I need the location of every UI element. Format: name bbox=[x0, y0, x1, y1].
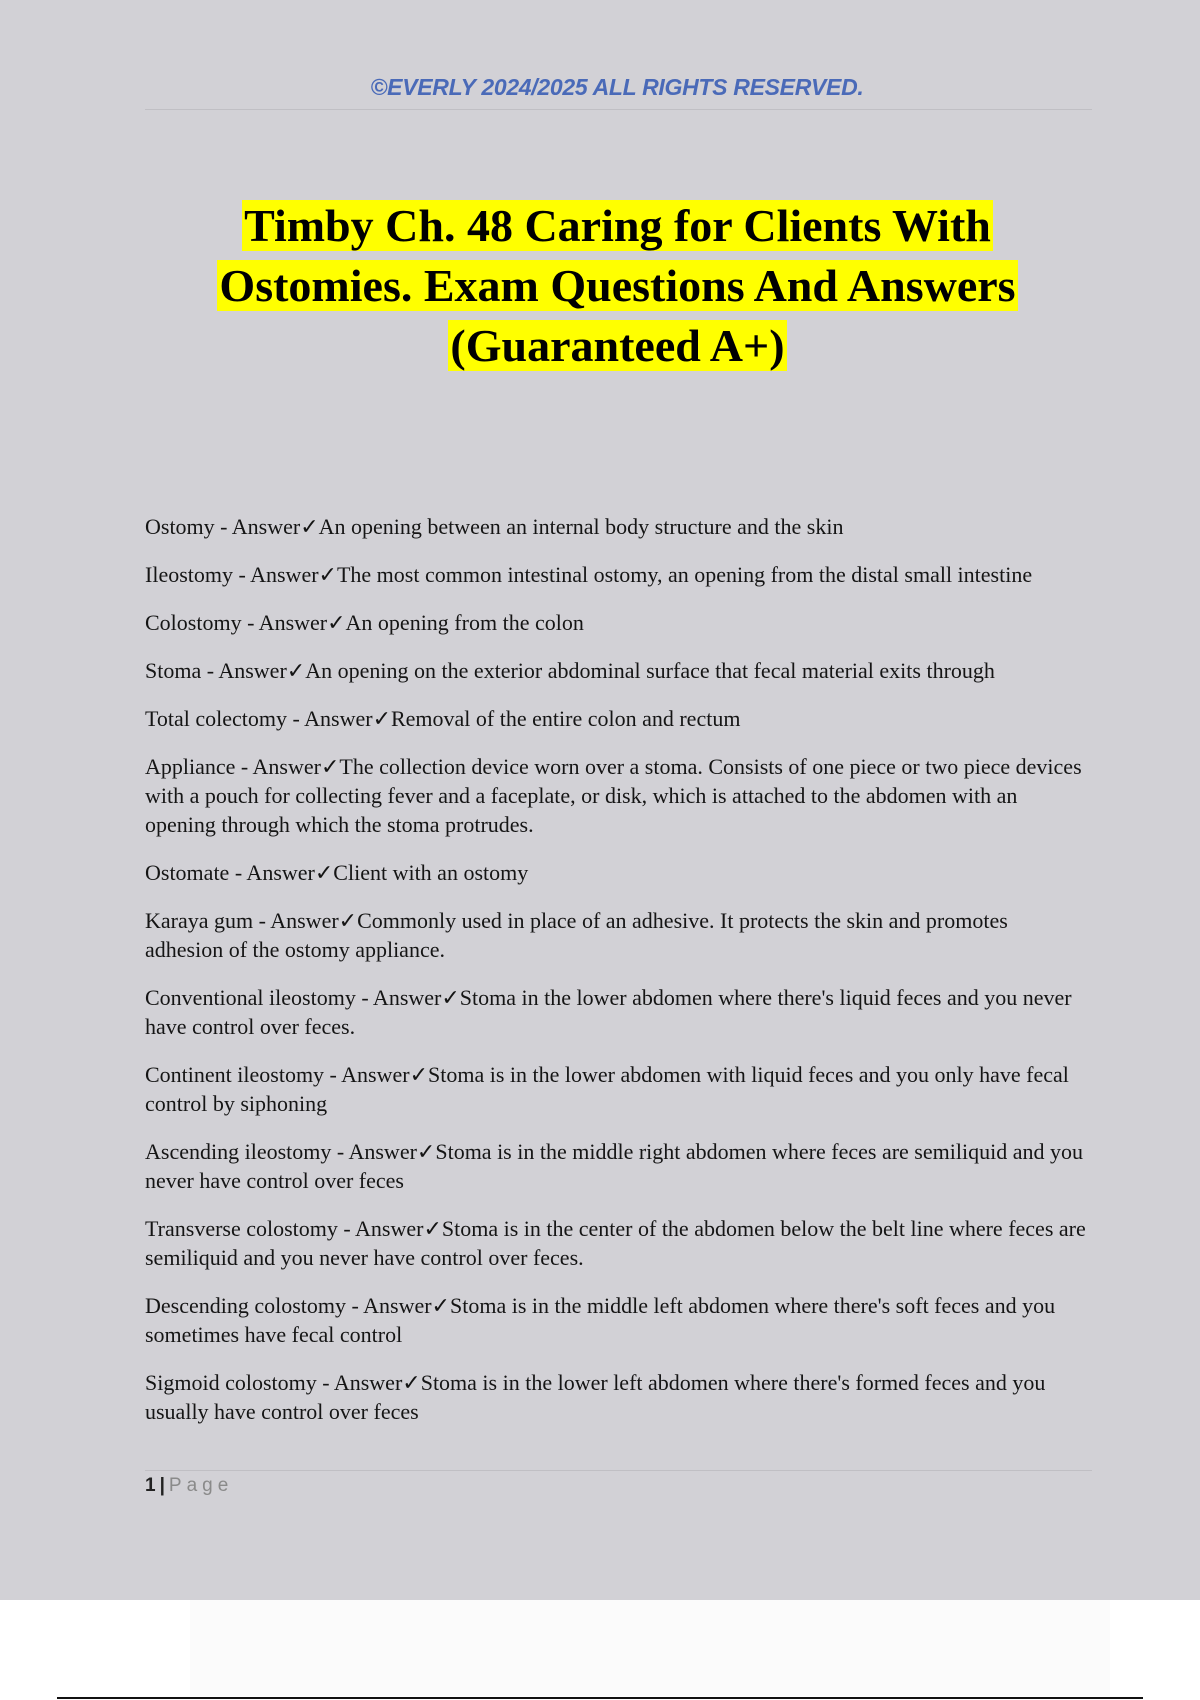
page-footer bbox=[145, 1475, 233, 1497]
qa-entry: Total colectomy - Answer✓Removal of the entire colon and rectum bbox=[145, 706, 741, 731]
page-separator: | bbox=[159, 1475, 165, 1496]
qa-entry: Ostomate - Answer✓Client with an ostomy bbox=[145, 860, 529, 885]
copyright-header: ©EVERLY 2024/2025 ALL RIGHTS RESERVED. bbox=[370, 74, 864, 100]
qa-entry: Ostomy - Answer✓An opening between an internal body structure and the skin bbox=[145, 514, 844, 539]
bottom-divider bbox=[57, 1697, 1143, 1699]
qa-entry: Sigmoid colostomy - Answer✓Stoma is in the lower left abdomen where there's formed feces and you usually have control over feces bbox=[145, 1370, 1046, 1424]
page-number: 1 bbox=[145, 1475, 156, 1496]
qa-entry: Ascending ileostomy - Answer✓Stoma is in the middle right abdomen where feces are semiliquid and you never have control over feces bbox=[145, 1139, 1083, 1193]
header-divider bbox=[145, 109, 1092, 110]
qa-entry: Conventional ileostomy - Answer✓Stoma in the lower abdomen where there's liquid feces and you never have control over feces. bbox=[145, 985, 1072, 1039]
page-label: Page bbox=[168, 1475, 234, 1496]
qa-entry: Ileostomy - Answer✓The most common intestinal ostomy, an opening from the distal small intestine bbox=[145, 562, 1033, 587]
title-highlight: Timby Ch. 48 Caring for Clients With Ostomies. Exam Questions And Answers (Guaranteed A+) bbox=[219, 200, 1016, 371]
qa-entry: Transverse colostomy - Answer✓Stoma is in the center of the abdomen below the belt line where feces are semiliquid and you never have control over feces. bbox=[145, 1216, 1086, 1270]
document-title bbox=[160, 196, 1075, 376]
qa-entry: Appliance - Answer✓The collection device worn over a stoma. Consists of one piece or two piece devices with a pouch for collecting fever and a faceplate, or disk, which is attached to the abdomen with an opening through which the stoma protrudes. bbox=[145, 754, 1082, 837]
qa-entry: Continent ileostomy - Answer✓Stoma is in the lower abdomen with liquid feces and you only have fecal control by siphoning bbox=[145, 1062, 1069, 1116]
next-page-preview bbox=[190, 1600, 1110, 1696]
qa-entry: Karaya gum - Answer✓Commonly used in place of an adhesive. It protects the skin and promotes adhesion of the ostomy appliance. bbox=[145, 908, 1008, 962]
qa-entry: Stoma - Answer✓An opening on the exterior abdominal surface that fecal material exits through bbox=[145, 658, 995, 683]
footer-divider bbox=[145, 1470, 1092, 1471]
qa-entry: Colostomy - Answer✓An opening from the colon bbox=[145, 610, 584, 635]
qa-entry: Descending colostomy - Answer✓Stoma is in the middle left abdomen where there's soft feces and you sometimes have fecal control bbox=[145, 1293, 1056, 1347]
qa-list bbox=[145, 512, 1090, 1445]
